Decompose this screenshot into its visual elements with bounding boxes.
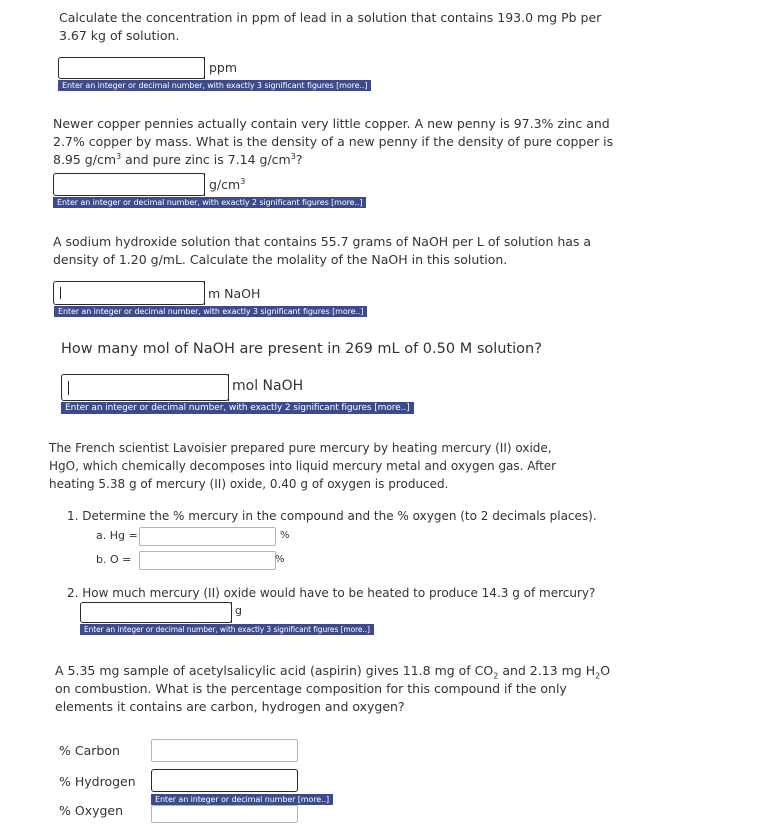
question-6-text bbox=[55, 662, 615, 716]
question-1-text: Calculate the concentration in ppm of lead in a solution that contains 193.0 mg Pb per 3.67 kg of solution. bbox=[59, 10, 602, 43]
q6-text-1: A 5.35 mg sample of acetylsalicylic acid (aspirin) gives 11.8 mg of CO bbox=[55, 663, 494, 678]
q2-sup-1: 3 bbox=[116, 151, 122, 161]
question-2-text bbox=[53, 115, 625, 169]
q5-part-2-text: 2. How much mercury (II) oxide would have to be heated to produce 14.3 g of mercury? bbox=[67, 586, 596, 600]
molality-unit-label: m NaOH bbox=[208, 286, 261, 301]
q5-part-1-text: 1. Determine the % mercury in the compound and the % oxygen (to 2 decimals places). bbox=[67, 509, 597, 523]
moles-unit-label: mol NaOH bbox=[232, 378, 304, 394]
q2-text-b: and pure zinc is 7.14 g/cm bbox=[121, 152, 291, 167]
hg-label: a. Hg = bbox=[96, 529, 138, 542]
density-unit-label bbox=[209, 177, 245, 192]
o-percent-input[interactable] bbox=[139, 551, 276, 570]
unit-separator bbox=[228, 374, 229, 401]
unit-separator bbox=[204, 57, 205, 79]
q2-sup-2: 3 bbox=[290, 151, 296, 161]
hg-percent-unit: % bbox=[280, 530, 290, 541]
question-5-text: The French scientist Lavoisier prepared pure mercury by heating mercury (II) oxide, HgO, which chemically decomposes into liquid mercury metal and oxygen gas. After heating 5.38 g of mercury (II) oxide, 0.40 g of oxygen is produced. bbox=[49, 441, 557, 491]
q2-text-a: Newer copper pennies actually contain very little copper. A new penny is 97.3% zinc and 2.7% copper by mass. What is the density of a new penny if the density of pure copper is 8.95 g/cm bbox=[53, 116, 614, 167]
density-unit-sup: 3 bbox=[240, 176, 246, 186]
question-4-text: How many mol of NaOH are present in 269 mL of 0.50 M solution? bbox=[61, 341, 542, 357]
hydrogen-label: % Hydrogen bbox=[59, 774, 136, 789]
text-caret bbox=[68, 381, 69, 395]
hgo-mass-unit: g bbox=[235, 604, 242, 617]
hgo-mass-input[interactable] bbox=[80, 602, 232, 623]
unit-separator bbox=[204, 173, 205, 196]
density-answer-input[interactable] bbox=[53, 173, 205, 196]
q2-text-c: ? bbox=[295, 152, 303, 167]
q1-format-hint[interactable]: Enter an integer or decimal number, with exactly 3 significant figures [more..] bbox=[58, 80, 371, 91]
ppm-unit-label: ppm bbox=[209, 60, 238, 75]
ppm-answer-input[interactable] bbox=[58, 57, 205, 79]
q3-format-hint[interactable]: Enter an integer or decimal number, with exactly 3 significant figures [more..] bbox=[54, 306, 367, 317]
q6-text-2: and 2.13 mg H bbox=[498, 663, 596, 678]
carbon-label: % Carbon bbox=[59, 743, 120, 758]
o-label: b. O = bbox=[96, 553, 132, 566]
oxygen-percent-input[interactable] bbox=[151, 805, 298, 823]
question-3-text: A sodium hydroxide solution that contains 55.7 grams of NaOH per L of solution has a density of 1.20 g/mL. Calculate the molality of the NaOH in this solution. bbox=[53, 234, 592, 267]
density-unit-text: g/cm bbox=[209, 177, 241, 192]
molality-answer-input[interactable] bbox=[53, 281, 205, 305]
q5-format-hint[interactable]: Enter an integer or decimal number, with exactly 3 significant figures [more..] bbox=[80, 624, 374, 635]
oxygen-label: % Oxygen bbox=[59, 803, 124, 818]
q6-text-3: O on combustion. What is the percentage composition for this compound if the only elements it contains are carbon, hydrogen and oxygen? bbox=[55, 663, 611, 714]
q6-format-hint[interactable]: Enter an integer or decimal number [more..] bbox=[151, 794, 333, 805]
unit-separator bbox=[204, 281, 205, 305]
h2o-subscript: 2 bbox=[595, 671, 601, 681]
unit-separator bbox=[231, 602, 232, 623]
q4-format-hint[interactable]: Enter an integer or decimal number, with exactly 2 significant figures [more..] bbox=[61, 402, 414, 414]
text-caret bbox=[60, 287, 61, 299]
o-percent-unit: % bbox=[275, 554, 285, 565]
hg-percent-input[interactable] bbox=[139, 527, 276, 546]
co2-subscript: 2 bbox=[493, 671, 499, 681]
q2-format-hint[interactable]: Enter an integer or decimal number, with exactly 2 significant figures [more..] bbox=[53, 197, 366, 208]
hydrogen-percent-input[interactable] bbox=[151, 769, 298, 792]
moles-answer-input[interactable] bbox=[61, 374, 229, 401]
carbon-percent-input[interactable] bbox=[151, 739, 298, 762]
